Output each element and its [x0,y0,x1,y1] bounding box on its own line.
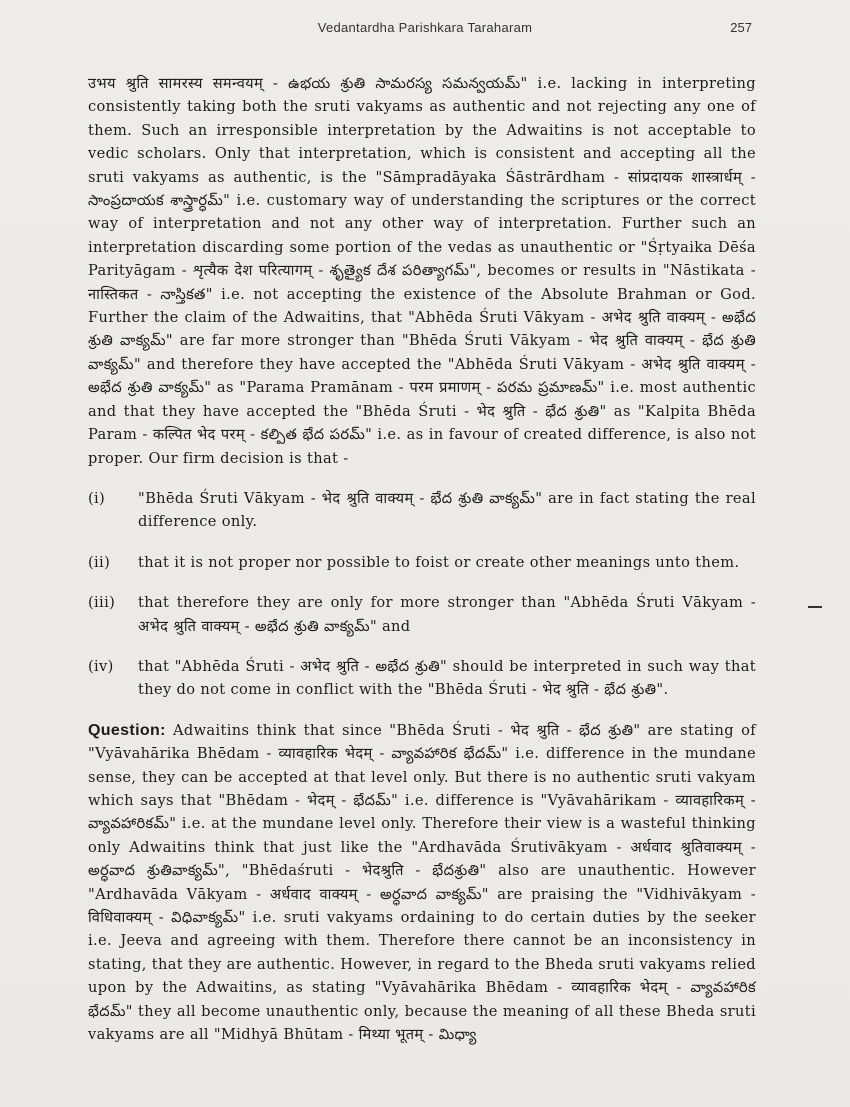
list-item-4 [88,655,756,702]
question-paragraph [88,719,756,1047]
list-number: (iv) [88,657,114,675]
question-label: Question: [88,721,166,739]
list-item-3 [88,591,756,638]
list-item-2 [88,551,756,574]
margin-dash [808,606,822,608]
question-text: Adwaitins think that since "Bhēda Śruti - भेद श्रुति - భేద శ్రుతి" are stating of "Vyāvahārika Bhēdam - व्यावहारिक भेदम् - వ్యావహారిక భేదమ్" i.e. difference in the mundane sense, they can be accepted at that level only. But there is no authentic sruti vakyam which says that "Bhēdam - भेदम् - భేదమ్" i.e. difference is "Vyāvahārikam - व्यावहारिकम् - వ్యావహారికమ్" i.e. at the mundane level only. Therefore their view is a wasteful thinking only Adwaitins think that just like the "Ardhavāda Śrutivākyam - अर्धवाद श्रुतिवाक्यम् - అర్ధవాద శ్రుతివాక్యమ్", "Bhēdaśruti - भेदश्रुति - భేదశ్రుతి" also are unauthentic. However "Ardhavāda Vākyam - अर्धवाद वाक्यम् - అర్ధవాద వాక్యమ్" are praising the "Vidhivākyam - विधिवाक्यम् - విధివాక్యమ్" i.e. sruti vakyams ordaining to do certain duties by the seeker i.e. Jeeva and agreeing with them. Therefore there cannot be an inconsistency in stating, that they are authentic. However, in regard to the Bheda sruti vakyams relied upon by the Adwaitins, as stating "Vyāvahārika Bhēdam - व्यावहारिक भेदम् - వ్యావహారిక భేదమ్" they all become unauthentic only, because the meaning of all these Bheda sruti vakyams are all "Midhyā Bhūtam - मिथ्या भूतम् - మిధ్యా [88,721,756,1044]
book-title: Vedantardha Parishkara Taraharam [317,20,533,35]
page-number: 257 [730,20,752,35]
list-number: (ii) [88,553,111,571]
list-number: (iii) [88,594,116,612]
list-text: that therefore they are only for more stronger than "Abhēda Śruti Vākyam - अभेद श्रुति वाक्यम् - అభేద శ్రుతి వాక్యమ్" and [138,594,756,635]
list-text: that "Abhēda Śruti - अभेद श्रुति - అభేద శ్రుతి" should be interpreted in such way that they do not come in conflict with the "Bhēda Śruti - भेद श्रुति - భేద శ్రుతి". [138,657,756,699]
paragraph-1: उभय श्रुति सामरस्य समन्वयम् - ఉభయ శ్రుతి సామరస్య సమన్వయమ్" i.e. lacking in interpreting consistently taking both the sruti vakyams as authentic and not rejecting any one of them. Such an irresponsible interpretation by the Adwaitins is not acceptable to vedic scholars. Only that interpretation, which is consistent and accepting all the sruti vakyams as authentic, is the "Sāmpradāyaka Śāstrārdham - सांप्रदायक शास्त्रार्धम् - సాంప్రదాయక శాస్త్రార్ధమ్" i.e. customary way of understanding the scriptures or the correct way of interpretation and not any other way of interpretation. Further such an interpretation discarding some portion of the vedas as unauthentic or "Śṛtyaika Dēśa Parityāgam - शृत्यैक देश परित्यागम् - శృత్యైక దేశ పరిత్యాగమ్", becomes or results in "Nāstikata - नास्तिकत - నాస్తికత" i.e. not accepting the existence of the Absolute Brahman or God. Further the claim of the Adwaitins, that "Abhēda Śruti Vākyam - अभेद श्रुति वाक्यम् - అభేద శ్రుతి వాక్యమ్" are far more stronger than "Bhēda Śruti Vākyam - भेद श्रुति वाक्यम् - భేద శ్రుతి వాక్యమ్" and therefore they have accepted the "Abhēda Śruti Vākyam - अभेद श्रुति वाक्यम् - అభేద శ్రుతి వాక్యమ్" as "Parama Pramānam - परम प्रमाणम् - పరమ ప్రమాణమ్" i.e. most authentic and that they have accepted the "Bhēda Śruti - भेद श्रुति - భేద శ్రుతి" as "Kalpita Bhēda Param - कल्पित भेद परम् - కల్పిత భేద పరమ్" i.e. as in favour of created difference, is also not proper. Our firm decision is that - [88,75,756,467]
list-text: "Bhēda Śruti Vākyam - भेद श्रुति वाक्यम् - భేద శ్రుతి వాక్యమ్" are in fact stating the real difference only. [138,489,756,531]
list-number: (i) [88,489,106,507]
list-item-1 [88,487,756,534]
list-text: that it is not proper nor possible to foist or create other meanings unto them. [138,553,740,571]
running-header [0,20,850,40]
body-text [88,72,756,1046]
